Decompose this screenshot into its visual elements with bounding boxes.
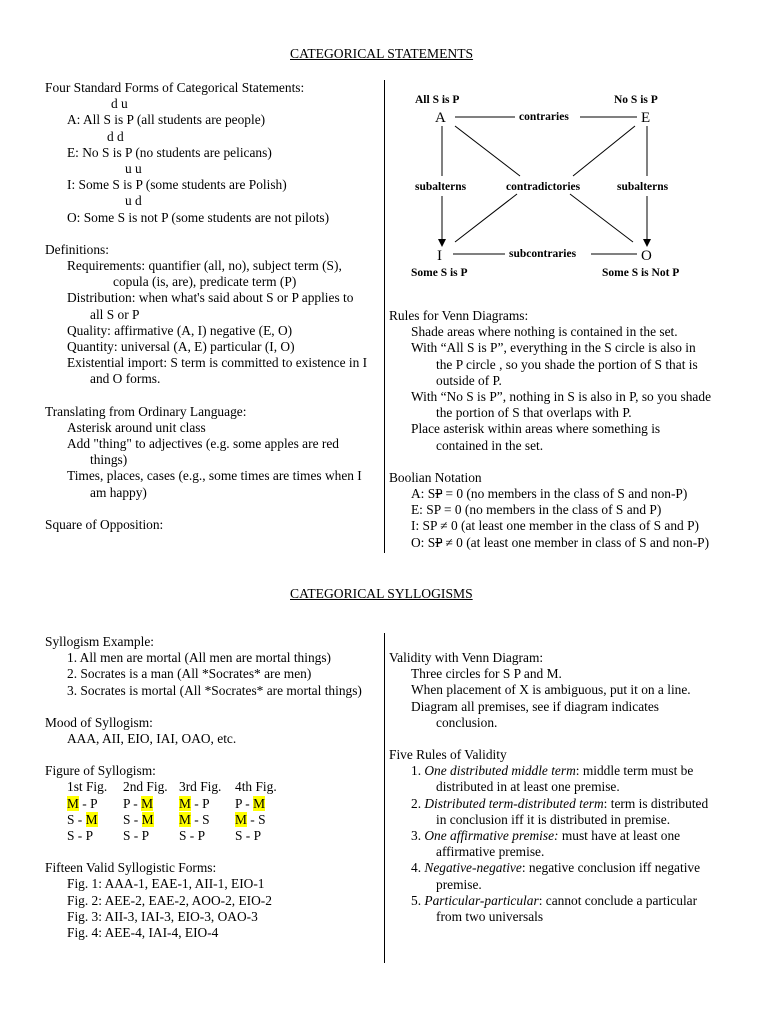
figure-header-4: 4th Fig. — [235, 779, 277, 795]
form-e: E: No S is P (no students are pelicans) — [67, 144, 272, 160]
o-distribution-marks: u d — [125, 193, 142, 209]
rule-3: 3. One affirmative premise: must have at least one — [411, 828, 681, 844]
translating-heading: Translating from Ordinary Language: — [45, 403, 247, 419]
venn-rule-4b: contained in the set. — [436, 437, 544, 453]
times-line-1: Times, places, cases (e.g., some times are times when I — [67, 468, 362, 484]
fig-1-forms: Fig. 1: AAA-1, EAE-1, AII-1, EIO-1 — [67, 876, 265, 892]
venn-rules-column — [389, 308, 711, 551]
syllogisms-left-column — [45, 634, 362, 941]
venn-rule-1: Shade areas where nothing is contained in the set. — [411, 324, 678, 340]
page-title-statements: CATEGORICAL STATEMENTS — [290, 46, 474, 61]
corner-a: A — [435, 110, 446, 126]
thing-line-1: Add "thing" to adjectives (e.g. some apples are red — [67, 436, 339, 452]
validity-venn-line-2: When placement of X is ambiguous, put it on a line. — [411, 682, 691, 698]
boolean-o: O: SP ≠ 0 (at least one member in class of S and non-P) — [411, 534, 710, 550]
contradictories-label: contradictories — [506, 181, 581, 193]
venn-rule-2c: outside of P. — [436, 372, 502, 388]
validity-venn-line-3b: conclusion. — [436, 714, 498, 730]
rule-5-cont: from two universals — [436, 909, 544, 925]
rule-4: 4. Negative-negative: negative conclusion iff negative — [411, 860, 701, 876]
e-distribution-marks: d d — [107, 128, 124, 144]
square-of-opposition-diagram — [395, 86, 725, 286]
requirements-line-1: Requirements: quantifier (all, no), subject term (S), — [67, 258, 342, 274]
figure-header-2: 2nd Fig. — [123, 779, 168, 795]
no-s-is-p-label: No S is P — [614, 94, 658, 106]
times-line-2: am happy) — [90, 484, 147, 500]
mood-list: AAA, AII, EIO, IAI, OAO, etc. — [67, 731, 237, 747]
venn-rule-3b: the portion of S that overlaps with P. — [436, 405, 632, 421]
syllogism-line-3: 3. Socrates is mortal (All *Socrates* are mortal things) — [67, 682, 362, 698]
subalterns-left-label: subalterns — [415, 181, 467, 193]
venn-rule-4a: Place asterisk within areas where something is — [411, 421, 661, 437]
syllogism-example-heading: Syllogism Example: — [45, 634, 154, 649]
figure-header-3: 3rd Fig. — [179, 779, 222, 795]
i-distribution-marks: u u — [125, 161, 142, 177]
contradictories-line-1b — [570, 194, 633, 242]
fig-2-forms: Fig. 2: AEE-2, EAE-2, AOO-2, EIO-2 — [67, 892, 272, 908]
existential-line-1: Existential import: S term is committed to existence in I — [67, 355, 368, 371]
quantity-line: Quantity: universal (A, E) particular (I, O) — [67, 339, 295, 355]
form-a: A: All S is P (all students are people) — [67, 112, 266, 128]
fifteen-forms-heading: Fifteen Valid Syllogistic Forms: — [45, 860, 217, 876]
venn-rule-2a: With “All S is P”, everything in the S circle is also in — [411, 340, 696, 356]
subalterns-right-label: subalterns — [617, 181, 669, 193]
corner-o: O — [641, 248, 652, 264]
contraries-label: contraries — [519, 111, 569, 123]
thing-line-2: things) — [90, 452, 128, 468]
rule-1-cont: distributed in at least one premise. — [436, 779, 620, 795]
validity-venn-line-3a: Diagram all premises, see if diagram indicates — [411, 698, 660, 714]
boolean-a: A: SP = 0 (no members in the class of S and non-P) — [411, 486, 688, 502]
figure-heading: Figure of Syllogism: — [45, 763, 156, 779]
five-rules-heading: Five Rules of Validity — [389, 747, 507, 763]
contradictories-line-1a — [455, 126, 520, 176]
square-heading: Square of Opposition: — [45, 516, 164, 532]
quality-line: Quality: affirmative (A, I) negative (E, O) — [67, 322, 293, 338]
venn-rule-3a: With “No S is P”, nothing in S is also in P, so you shade — [411, 389, 712, 405]
subcontraries-label: subcontraries — [509, 248, 577, 260]
validity-venn-heading: Validity with Venn Diagram: — [389, 650, 544, 665]
venn-rule-2b: the P circle , so you shade the portion of S that is — [436, 356, 698, 372]
mood-heading: Mood of Syllogism: — [45, 714, 153, 730]
some-s-is-not-p-label: Some S is Not P — [602, 267, 680, 279]
column-divider-bottom — [384, 633, 385, 963]
contradictories-line-2b — [455, 194, 517, 242]
column-divider-top — [384, 80, 385, 553]
fig-4-forms: Fig. 4: AEE-4, IAI-4, EIO-4 — [67, 925, 219, 941]
rule-3-cont: affirmative premise. — [436, 844, 545, 860]
a-distribution-marks: d u — [111, 96, 128, 112]
figure-conclusion-row: S - P S - P S - P S - P — [67, 828, 262, 844]
page-title-syllogisms: CATEGORICAL SYLLOGISMS — [290, 586, 473, 601]
distribution-line-2: all S or P — [90, 306, 140, 322]
venn-rules-heading: Rules for Venn Diagrams: — [389, 308, 529, 323]
form-o: O: Some S is not P (some students are not pilots) — [67, 209, 330, 225]
rule-4-cont: premise. — [436, 876, 482, 892]
all-s-is-p-label: All S is P — [415, 94, 460, 106]
figure-header-1: 1st Fig. — [67, 779, 108, 795]
asterisk-line: Asterisk around unit class — [67, 419, 206, 435]
figure-headers — [45, 779, 362, 795]
distribution-line-1: Distribution: when what's said about S or P applies to — [67, 290, 354, 306]
figure-major-premise-row: M - P P - M M - P P - M — [67, 795, 266, 811]
syllogism-line-2: 2. Socrates is a man (All *Socrates* are men) — [67, 666, 312, 682]
rule-1: 1. One distributed middle term: middle term must be — [411, 763, 694, 779]
existential-line-2: and O forms. — [90, 371, 161, 387]
validity-venn-line-1: Three circles for S P and M. — [411, 666, 562, 682]
boolean-i: I: SP ≠ 0 (at least one member in the class of S and P) — [411, 518, 700, 534]
syllogism-line-1: 1. All men are mortal (All men are mortal things) — [67, 650, 332, 666]
fig-3-forms: Fig. 3: AII-3, IAI-3, EIO-3, OAO-3 — [67, 908, 258, 924]
rule-5: 5. Particular-particular: cannot conclude a particular — [411, 892, 698, 908]
figure-minor-premise-row: S - M S - M M - S M - S — [67, 811, 266, 827]
some-s-is-p-label: Some S is P — [411, 267, 468, 279]
definitions-heading: Definitions: — [45, 241, 109, 257]
contradictories-line-2a — [573, 126, 635, 176]
rule-2: 2. Distributed term-distributed term: term is distributed — [411, 795, 709, 811]
boolean-e: E: SP = 0 (no members in the class of S and P) — [411, 502, 662, 518]
form-i: I: Some S is P (some students are Polish) — [67, 177, 287, 193]
syllogisms-right-column — [389, 650, 708, 925]
forms-heading: Four Standard Forms of Categorical Statements: — [45, 80, 305, 95]
rule-2-cont: in conclusion iff it is distributed in premise. — [436, 811, 671, 827]
boolean-heading: Boolian Notation — [389, 469, 482, 485]
corner-e: E — [641, 110, 651, 126]
requirements-line-2: copula (is, are), predicate term (P) — [113, 274, 297, 290]
corner-i: I — [437, 248, 442, 264]
statements-left-column — [45, 80, 367, 533]
